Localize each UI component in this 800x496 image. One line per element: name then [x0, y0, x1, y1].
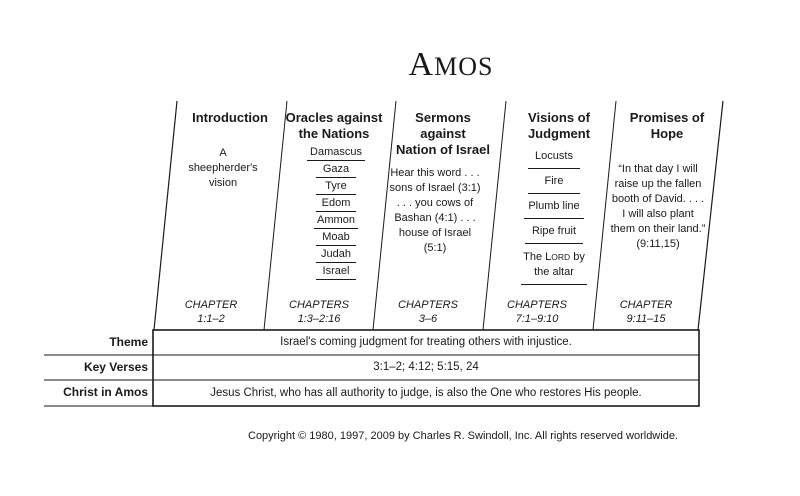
row-label-christ: Christ in Amos	[63, 385, 148, 399]
list-item: Damascus	[307, 144, 365, 161]
column-promises-heading: Promises of Hope	[629, 110, 705, 141]
column-sermons-chapter: CHAPTERS 3–6	[398, 299, 458, 325]
list-item: Moab	[316, 229, 356, 246]
column-sermons-heading: Sermons against Nation of Israel	[396, 110, 490, 157]
list-item: Judah	[316, 246, 356, 263]
column-introduction-body: A sheepherder's vision	[188, 147, 258, 189]
list-item: Tyre	[316, 178, 356, 195]
row-text-theme: Israel's coming judgment for treating others with injustice.	[280, 336, 572, 348]
list-item: Ammon	[314, 212, 358, 229]
column-visions-chapter: CHAPTERS 7:1–9:10	[507, 299, 567, 325]
oracles-nation-list	[300, 144, 372, 280]
list-item: Plumb line	[524, 194, 584, 219]
page-title: AMOS	[408, 46, 494, 83]
column-introduction-heading: Introduction	[192, 110, 268, 125]
visions-list	[509, 148, 599, 285]
list-item: Locusts	[528, 148, 580, 169]
list-item: The LORD by the altar	[521, 244, 587, 285]
column-promises-body: “In that day I will raise up the fallen booth of David. . . . I will also plant them on their land.” (9:11,15)	[610, 163, 706, 250]
list-item: Fire	[528, 169, 580, 194]
column-sermons-body: Hear this word . . . sons of Israel (3:1) . . . you cows of Bashan (4:1) . . . house of Israel (5:1)	[389, 167, 481, 254]
column-visions-heading: Visions of Judgment	[527, 110, 591, 141]
column-promises-chapter: CHAPTER 9:11–15	[619, 299, 673, 325]
list-item: Edom	[316, 195, 356, 212]
row-label-key-verses: Key Verses	[83, 360, 148, 374]
row-text-key-verses: 3:1–2; 4:12; 5:15, 24	[373, 361, 479, 373]
copyright-notice: Copyright © 1980, 1997, 2009 by Charles R. Swindoll, Inc. All rights reserved worldwide.	[248, 430, 678, 442]
row-label-theme: Theme	[109, 335, 148, 349]
list-item: Gaza	[316, 161, 356, 178]
column-introduction-chapter: CHAPTER 1:1–2	[184, 299, 238, 325]
column-oracles-heading: Oracles against the Nations	[285, 110, 383, 141]
row-text-christ: Jesus Christ, who has all authority to judge, is also the One who restores His people.	[210, 387, 642, 399]
list-item: Israel	[316, 263, 356, 280]
list-item: Ripe fruit	[525, 219, 583, 244]
column-oracles-chapter: CHAPTERS 1:3–2:16	[289, 299, 349, 325]
